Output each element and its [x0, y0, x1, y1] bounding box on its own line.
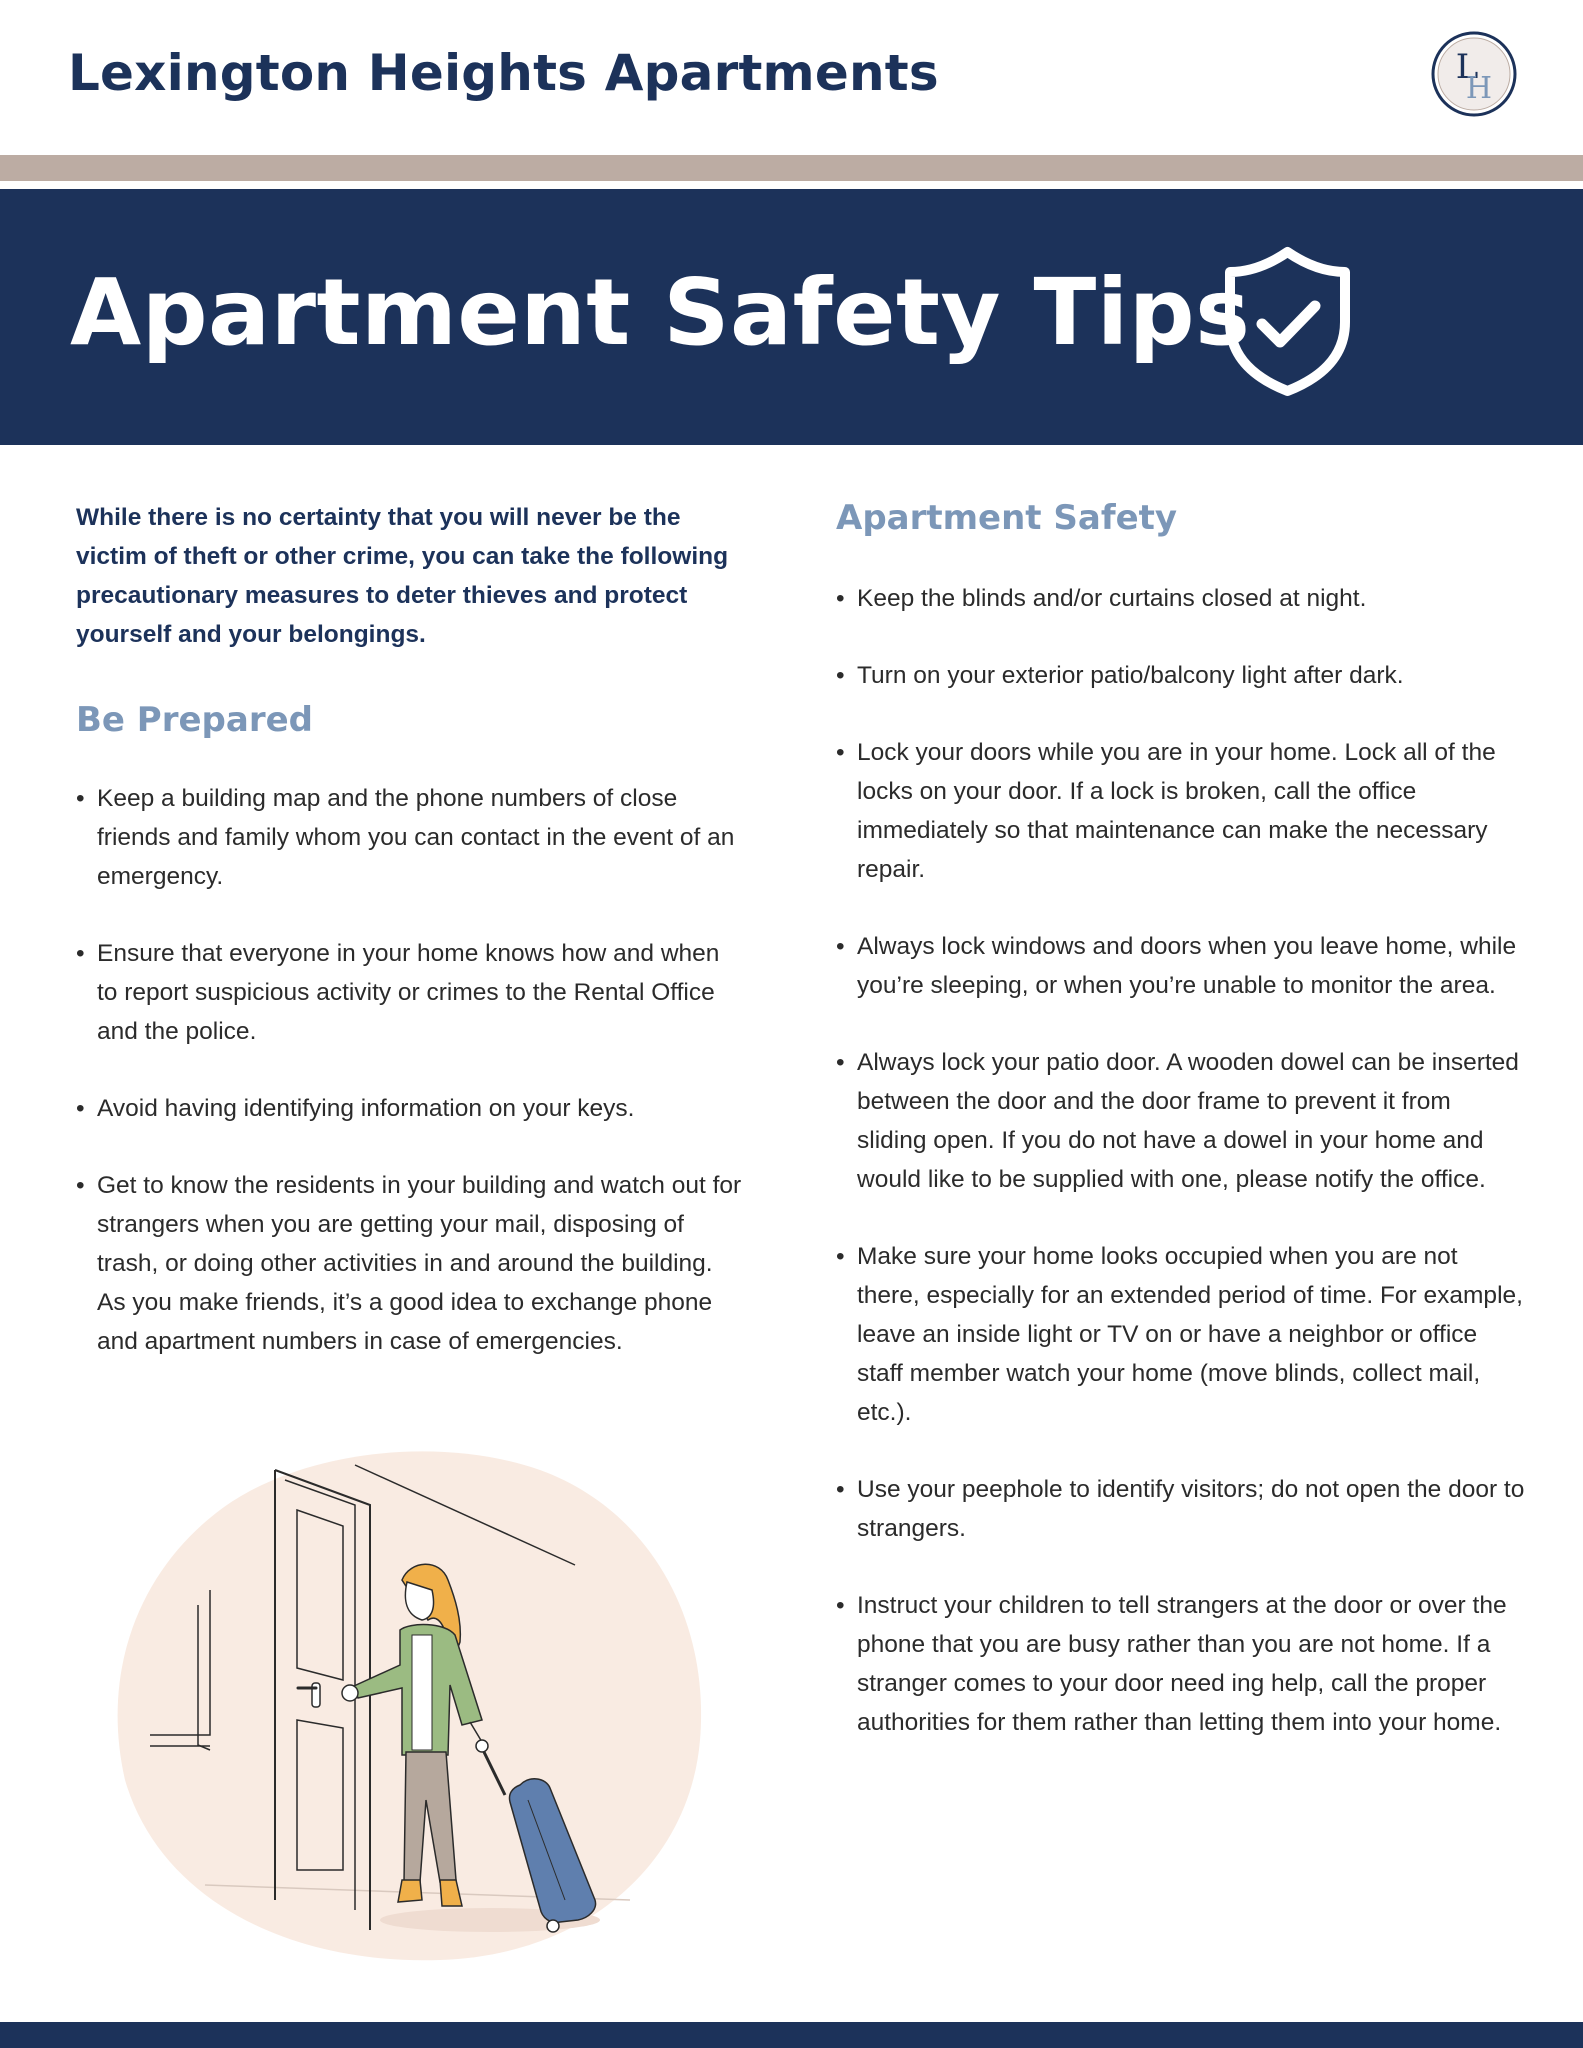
be-prepared-list — [76, 779, 746, 1361]
header-divider-stripe — [0, 155, 1583, 181]
lh-monogram-logo — [1430, 30, 1518, 118]
list-item: • Lock your doors while you are in your home. Lock all of the locks on your door. If a lock is broken, call the office immediately so that maintenance can make the necessary repair. — [836, 733, 1526, 889]
footer-bar — [0, 2022, 1583, 2048]
page-title: Apartment Safety Tips — [70, 259, 1251, 366]
logo-letter-l: L — [1455, 47, 1479, 87]
list-item: • Ensure that everyone in your home knows how and when to report suspicious activity or crimes to the Rental Office and the police. — [76, 934, 746, 1051]
list-item: • Turn on your exterior patio/balcony light after dark. — [836, 656, 1526, 695]
woman-locking-door-illustration — [110, 1430, 710, 1970]
intro-paragraph: While there is no certainty that you will never be the victim of theft or other crime, you can take the following precautionary measures to deter thieves and protect yourself and your belongings. — [76, 504, 729, 648]
shield-check-icon — [1220, 244, 1355, 399]
list-item: • Always lock your patio door. A wooden dowel can be inserted between the door and the door frame to prevent it from sliding open. If you do not have a dowel in your home and would like to be supplied with one, please notify the office. — [836, 1043, 1526, 1199]
page-header — [0, 0, 1583, 155]
apartment-safety-heading: Apartment Safety — [836, 498, 1178, 538]
right-column — [836, 498, 1526, 1742]
list-item: • Instruct your children to tell strangers at the door or over the phone that you are busy rather than you are not home. If a stranger comes to your door need ing help, call the proper authorities for them rather than letting them into your home. — [836, 1586, 1526, 1742]
list-item: • Avoid having identifying information on your keys. — [76, 1089, 746, 1128]
left-column — [76, 498, 746, 1361]
list-item: • Keep a building map and the phone numbers of close friends and family whom you can contact in the event of an emergency. — [76, 779, 746, 896]
list-item: • Get to know the residents in your building and watch out for strangers when you are getting your mail, disposing of trash, or doing other activities in and around the building. As you make friends, it’s a good idea to exchange phone and apartment numbers in case of emergencies. — [76, 1166, 746, 1361]
apartment-safety-list — [836, 579, 1526, 1742]
be-prepared-heading: Be Prepared — [76, 700, 314, 740]
list-item: • Keep the blinds and/or curtains closed at night. — [836, 579, 1526, 618]
list-item: • Make sure your home looks occupied when you are not there, especially for an extended period of time. For example, leave an inside light or TV on or have a neighbor or office staff member watch your home (move blinds, collect mail, etc.). — [836, 1237, 1526, 1432]
logo-letter-h: H — [1465, 71, 1493, 106]
list-item: • Use your peephole to identify visitors; do not open the door to strangers. — [836, 1470, 1526, 1548]
title-banner — [0, 189, 1583, 445]
brand-name: Lexington Heights Apartments — [68, 44, 939, 102]
list-item: • Always lock windows and doors when you leave home, while you’re sleeping, or when you’re unable to monitor the area. — [836, 927, 1526, 1005]
